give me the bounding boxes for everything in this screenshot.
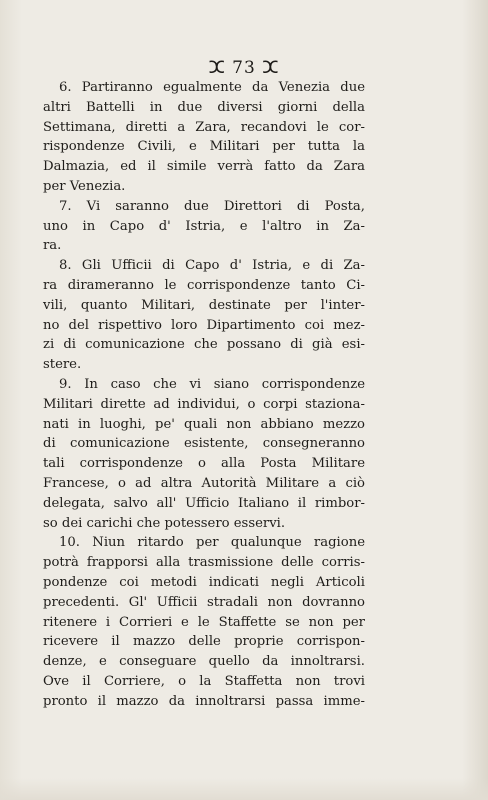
text-line: delegata, salvo all' Ufficio Italiano il rimbor- — [43, 495, 365, 511]
page-edge-shadow-right — [462, 0, 488, 800]
text-line: stere. — [43, 357, 82, 373]
text-line: altri Battelli in due diversi giorni della — [43, 99, 365, 115]
text-line: rispondenze Civili, e Militari per tutta la — [43, 139, 365, 155]
paragraph-article-7 — [43, 197, 365, 256]
page-number: ⵋ 73 ⵋ — [208, 58, 280, 78]
text-line: Militari dirette ad individui, o corpi staziona- — [43, 396, 365, 412]
text-line: vili, quanto Militari, destinate per l'inter- — [43, 297, 365, 313]
paragraph-article-8 — [43, 256, 365, 375]
text-line: Francese, o ad altra Autorità Militare a ciò — [43, 475, 365, 491]
text-line: 10. Niun ritardo per qualunque ragione — [59, 535, 365, 551]
text-line: nati in luoghi, pe' quali non abbiano mezzo — [43, 416, 365, 432]
paragraph-article-9 — [43, 375, 365, 533]
text-line: pondenze coi metodi indicati negli Articoli — [43, 574, 365, 590]
text-line: Dalmazia, ed il simile verrà fatto da Zara — [43, 159, 365, 175]
text-line: pronto il mazzo da innoltrarsi passa imme- — [43, 693, 365, 709]
paragraph-article-6 — [43, 78, 365, 197]
text-line: Settimana, diretti a Zara, recandovi le cor- — [43, 119, 365, 135]
text-line: zi di comunicazione che possano di già esi- — [43, 337, 365, 353]
text-line: Ove il Corriere, o la Staffetta non trovi — [43, 673, 365, 689]
text-line: 6. Partiranno egualmente da Venezia due — [59, 80, 365, 95]
page-edge-shadow-left — [0, 0, 22, 800]
body-text — [43, 78, 365, 712]
text-line: 9. In caso che vi siano corrispondenze — [59, 376, 365, 392]
text-line: so dei carichi che potessero esservi. — [43, 515, 286, 531]
text-line: di comunicazione esistente, consegneranno — [43, 436, 365, 452]
text-line: ra dirameranno le corrispondenze tanto Ci- — [43, 277, 365, 293]
text-line: 7. Vi saranno due Direttori di Posta, — [59, 198, 365, 214]
text-line: ritenere i Corrieri e le Staffette se non per — [43, 614, 365, 630]
text-line: ra. — [43, 238, 62, 254]
text-line: denze, e conseguare quello da innoltrarsi. — [43, 654, 365, 670]
text-line: potrà frapporsi alla trasmissione delle corris- — [43, 555, 365, 571]
text-line: 8. Gli Ufficii di Capo d' Istria, e di Za- — [59, 258, 365, 274]
text-line: tali corrispondenze o alla Posta Militare — [43, 456, 365, 472]
text-line: uno in Capo d' Istria, e l'altro in Za- — [43, 218, 365, 234]
text-line: ricevere il mazzo delle proprie corrispon- — [43, 634, 365, 650]
paragraph-article-10 — [43, 533, 365, 711]
page-edge-shadow-bottom — [0, 778, 488, 800]
text-line: precedenti. Gl' Ufficii stradali non dovranno — [43, 594, 365, 610]
text-line: per Venezia. — [43, 178, 126, 194]
text-line: no del rispettivo loro Dipartimento coi mez- — [43, 317, 365, 333]
